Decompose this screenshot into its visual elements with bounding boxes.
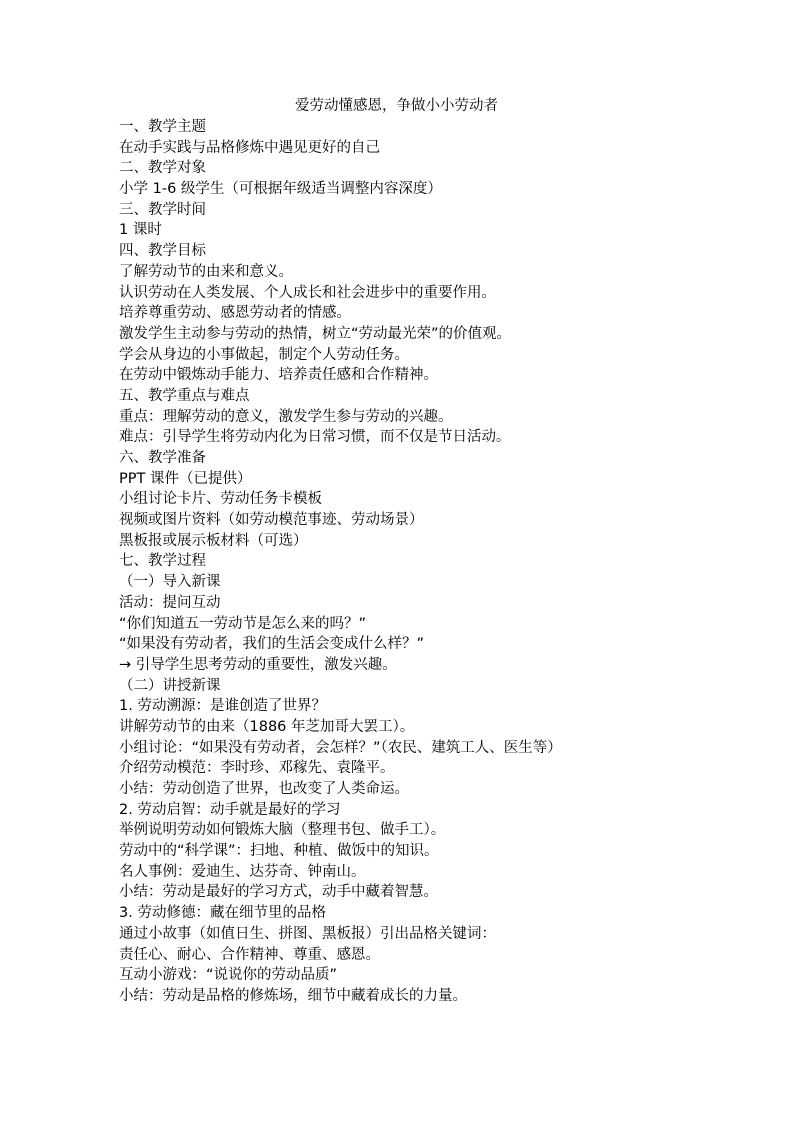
text-line: PPT 课件（已提供） bbox=[119, 470, 252, 487]
text-line: 1. 劳动溯源：是谁创造了世界？ bbox=[119, 698, 326, 715]
text-line: “如果没有劳动者，我们的生活会变成什么样？” bbox=[119, 636, 425, 653]
text-line: 小结：劳动是最好的学习方式，动手中藏着智慧。 bbox=[119, 884, 438, 901]
text-line: 互动小游戏：“说说你的劳动品质” bbox=[119, 967, 338, 984]
text-line: 举例说明劳动如何锻炼大脑（整理书包、做手工）。 bbox=[119, 822, 446, 839]
text-line: 黑板报或展示板材料（可选） bbox=[119, 532, 308, 549]
text-line: 四、教学目标 bbox=[119, 243, 206, 260]
text-line: 劳动中的“科学课”：扫地、种植、做饭中的知识。 bbox=[119, 843, 439, 860]
text-line: 小学 1-6 级学生（可根据年级适当调整内容深度） bbox=[119, 181, 442, 198]
text-line: 培养尊重劳动、感恩劳动者的情感。 bbox=[119, 305, 351, 322]
text-line: → 引导学生思考劳动的重要性，激发兴趣。 bbox=[119, 656, 397, 673]
text-line: 3. 劳动修德：藏在细节里的品格 bbox=[119, 905, 326, 922]
text-line: 讲解劳动节的由来（1886 年芝加哥大罢工）。 bbox=[119, 718, 415, 735]
text-line: 在动手实践与品格修炼中遇见更好的自己 bbox=[119, 139, 380, 156]
text-line: 2. 劳动启智：动手就是最好的学习 bbox=[119, 801, 341, 818]
text-line: 七、教学过程 bbox=[119, 553, 206, 570]
text-line: 名人事例：爱迪生、达芬奇、钟南山。 bbox=[119, 863, 366, 880]
text-line: 小结：劳动创造了世界，也改变了人类命运。 bbox=[119, 781, 409, 797]
text-line: 六、教学准备 bbox=[119, 450, 206, 466]
text-line: 三、教学时间 bbox=[119, 201, 206, 218]
text-line: 五、教学重点与难点 bbox=[119, 387, 250, 404]
text-line: 通过小故事（如值日生、拼图、黑板报）引出品格关键词： bbox=[119, 925, 496, 942]
text-line: 二、教学对象 bbox=[119, 160, 206, 177]
text-line: 活动：提问互动 bbox=[119, 594, 221, 611]
document-title: 爱劳动懂感恩，争做小小劳动者 bbox=[295, 98, 498, 114]
text-line: 1 课时 bbox=[119, 222, 162, 239]
text-line: 介绍劳动模范：李时珍、邓稼先、袁隆平。 bbox=[119, 760, 395, 777]
text-line: 责任心、耐心、合作精神、尊重、感恩。 bbox=[119, 946, 380, 963]
text-line: 小组讨论卡片、劳动任务卡模板 bbox=[119, 491, 322, 508]
text-line: “你们知道五一劳动节是怎么来的吗？” bbox=[119, 615, 367, 632]
text-line: （二）讲授新课 bbox=[119, 677, 221, 694]
text-line: 认识劳动在人类发展、个人成长和社会进步中的重要作用。 bbox=[119, 284, 496, 301]
text-line: 学会从身边的小事做起，制定个人劳动任务。 bbox=[119, 346, 409, 363]
text-line: 一、教学主题 bbox=[119, 119, 206, 135]
text-line: 小结：劳动是品格的修炼场，细节中藏着成长的力量。 bbox=[119, 987, 467, 1004]
text-line: （一）导入新课 bbox=[119, 574, 221, 591]
text-line: 难点：引导学生将劳动内化为日常习惯，而不仅是节日活动。 bbox=[119, 429, 511, 446]
text-line: 重点：理解劳动的意义，激发学生参与劳动的兴趣。 bbox=[119, 408, 453, 425]
text-line: 在劳动中锻炼动手能力、培养责任感和合作精神。 bbox=[119, 367, 438, 384]
text-line: 小组讨论：“如果没有劳动者，会怎样？”（农民、建筑工人、医生等） bbox=[119, 739, 562, 756]
text-line: 了解劳动节的由来和意义。 bbox=[119, 263, 293, 280]
text-line: 激发学生主动参与劳动的热情，树立“劳动最光荣”的价值观。 bbox=[119, 325, 512, 342]
text-line: 视频或图片资料（如劳动模范事迹、劳动场景） bbox=[119, 512, 424, 529]
document-body bbox=[119, 117, 739, 1007]
